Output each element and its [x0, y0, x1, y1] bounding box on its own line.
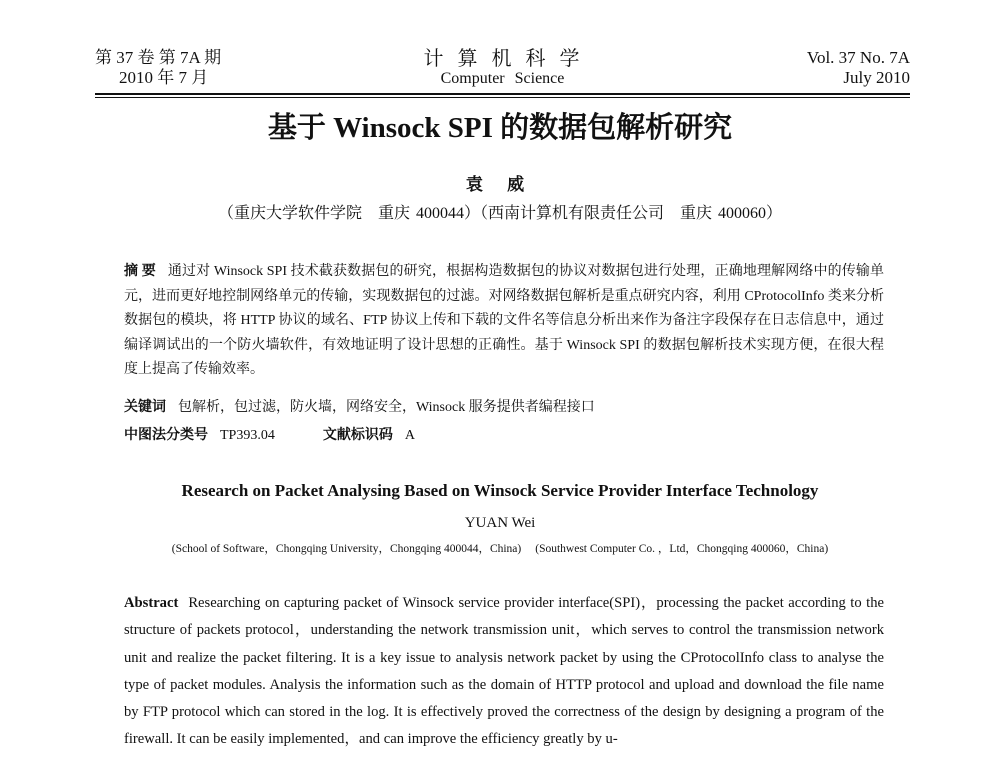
- journal-name-en: Computer Science: [440, 70, 565, 87]
- abstract-en: [124, 590, 884, 754]
- doc-code-value: A: [404, 428, 415, 443]
- volume-issue: 第 37 卷 第 7A 期: [95, 48, 222, 67]
- keywords-label: 关键词: [124, 400, 166, 415]
- header-rule-thin: [95, 97, 910, 98]
- issue-date-cn: 2010 年 7 月: [119, 68, 209, 87]
- journal-name: [95, 48, 910, 88]
- issue-date-en: July 2010: [843, 68, 910, 87]
- volume-issue-en: Vol. 37 No. 7A: [806, 48, 910, 67]
- author-affiliation: （重庆大学软件学院 重庆 400044）（西南计算机有限责任公司 重庆 400060）: [217, 205, 782, 222]
- abstract-cn-label: 摘 要: [124, 264, 156, 279]
- classification-line: [124, 426, 884, 446]
- english-affiliation-2: (Southwest Computer Co. ，Ltd，Chongqing 400060，China): [535, 543, 829, 555]
- abstract-cn-text: 通过对 Winsock SPI 技术截获数据包的研究，根据构造数据包的协议对数据包进行处理，正确地理解网络中的传输单元，进而更好地控制网络单元的传输，实现数据包的过滤。对网络数据包解析是重点研究内容，利用 CProtocolInfo 类来分析数据包的模块，将 HTTP 协议的域名、FTP 协议上传和下载的文件名等信息分析出来作为备注字段保存在日志信息中，通过编译调试出的一个防火墙软件，有效地证明了设计思想的正确性。基于 Winsock SPI 的数据包解析技术实现方便，在很大程度上提高了传输效率。: [124, 264, 885, 377]
- author-name: 袁 威: [465, 175, 535, 194]
- keywords-text: 包解析，包过滤，防火墙，网络安全，Winsock 服务提供者编程接口: [178, 400, 595, 415]
- english-author: YUAN Wei: [464, 515, 536, 531]
- clc-value: TP393.04: [220, 428, 275, 443]
- paper-title: 基于 Winsock SPI 的数据包解析研究: [267, 112, 733, 144]
- journal-header: [95, 48, 910, 92]
- header-rule: [95, 93, 910, 95]
- abstract-en-text: Researching on capturing packet of Winsock service provider interface(SPI)，processing the packet according to the structure of packets protocol，understanding the network transmission unit，which serves to control the transmission network unit and realize the packet filtering. It is a key issue to analysis network packet by using the CProtocolInfo class to analyse the type of packet modules. Analysis the information such as the domain of HTTP protocol and upload and download the file name by FTP protocol which can stored in the log. It is effectively proved the correctness of the design by designing a program of the firewall. It can be easily implemented，and can improve the efficiency greatly by u-: [124, 595, 884, 748]
- journal-name-cn: 计算机科学: [423, 48, 594, 70]
- abstract-en-label: Abstract: [124, 595, 179, 611]
- issue-info-en: [807, 48, 910, 88]
- english-affiliation: [0, 540, 1000, 558]
- english-title: Research on Packet Analysing Based on Winsock Service Provider Interface Technology: [181, 481, 819, 500]
- abstract-cn: [124, 260, 884, 383]
- clc-label: 中图法分类号: [124, 428, 208, 443]
- english-affiliation-1: (School of Software，Chongqing University，Chongqing 400044，China): [171, 543, 522, 555]
- doc-code-label: 文献标识码: [322, 428, 393, 443]
- keywords-cn: [124, 398, 884, 418]
